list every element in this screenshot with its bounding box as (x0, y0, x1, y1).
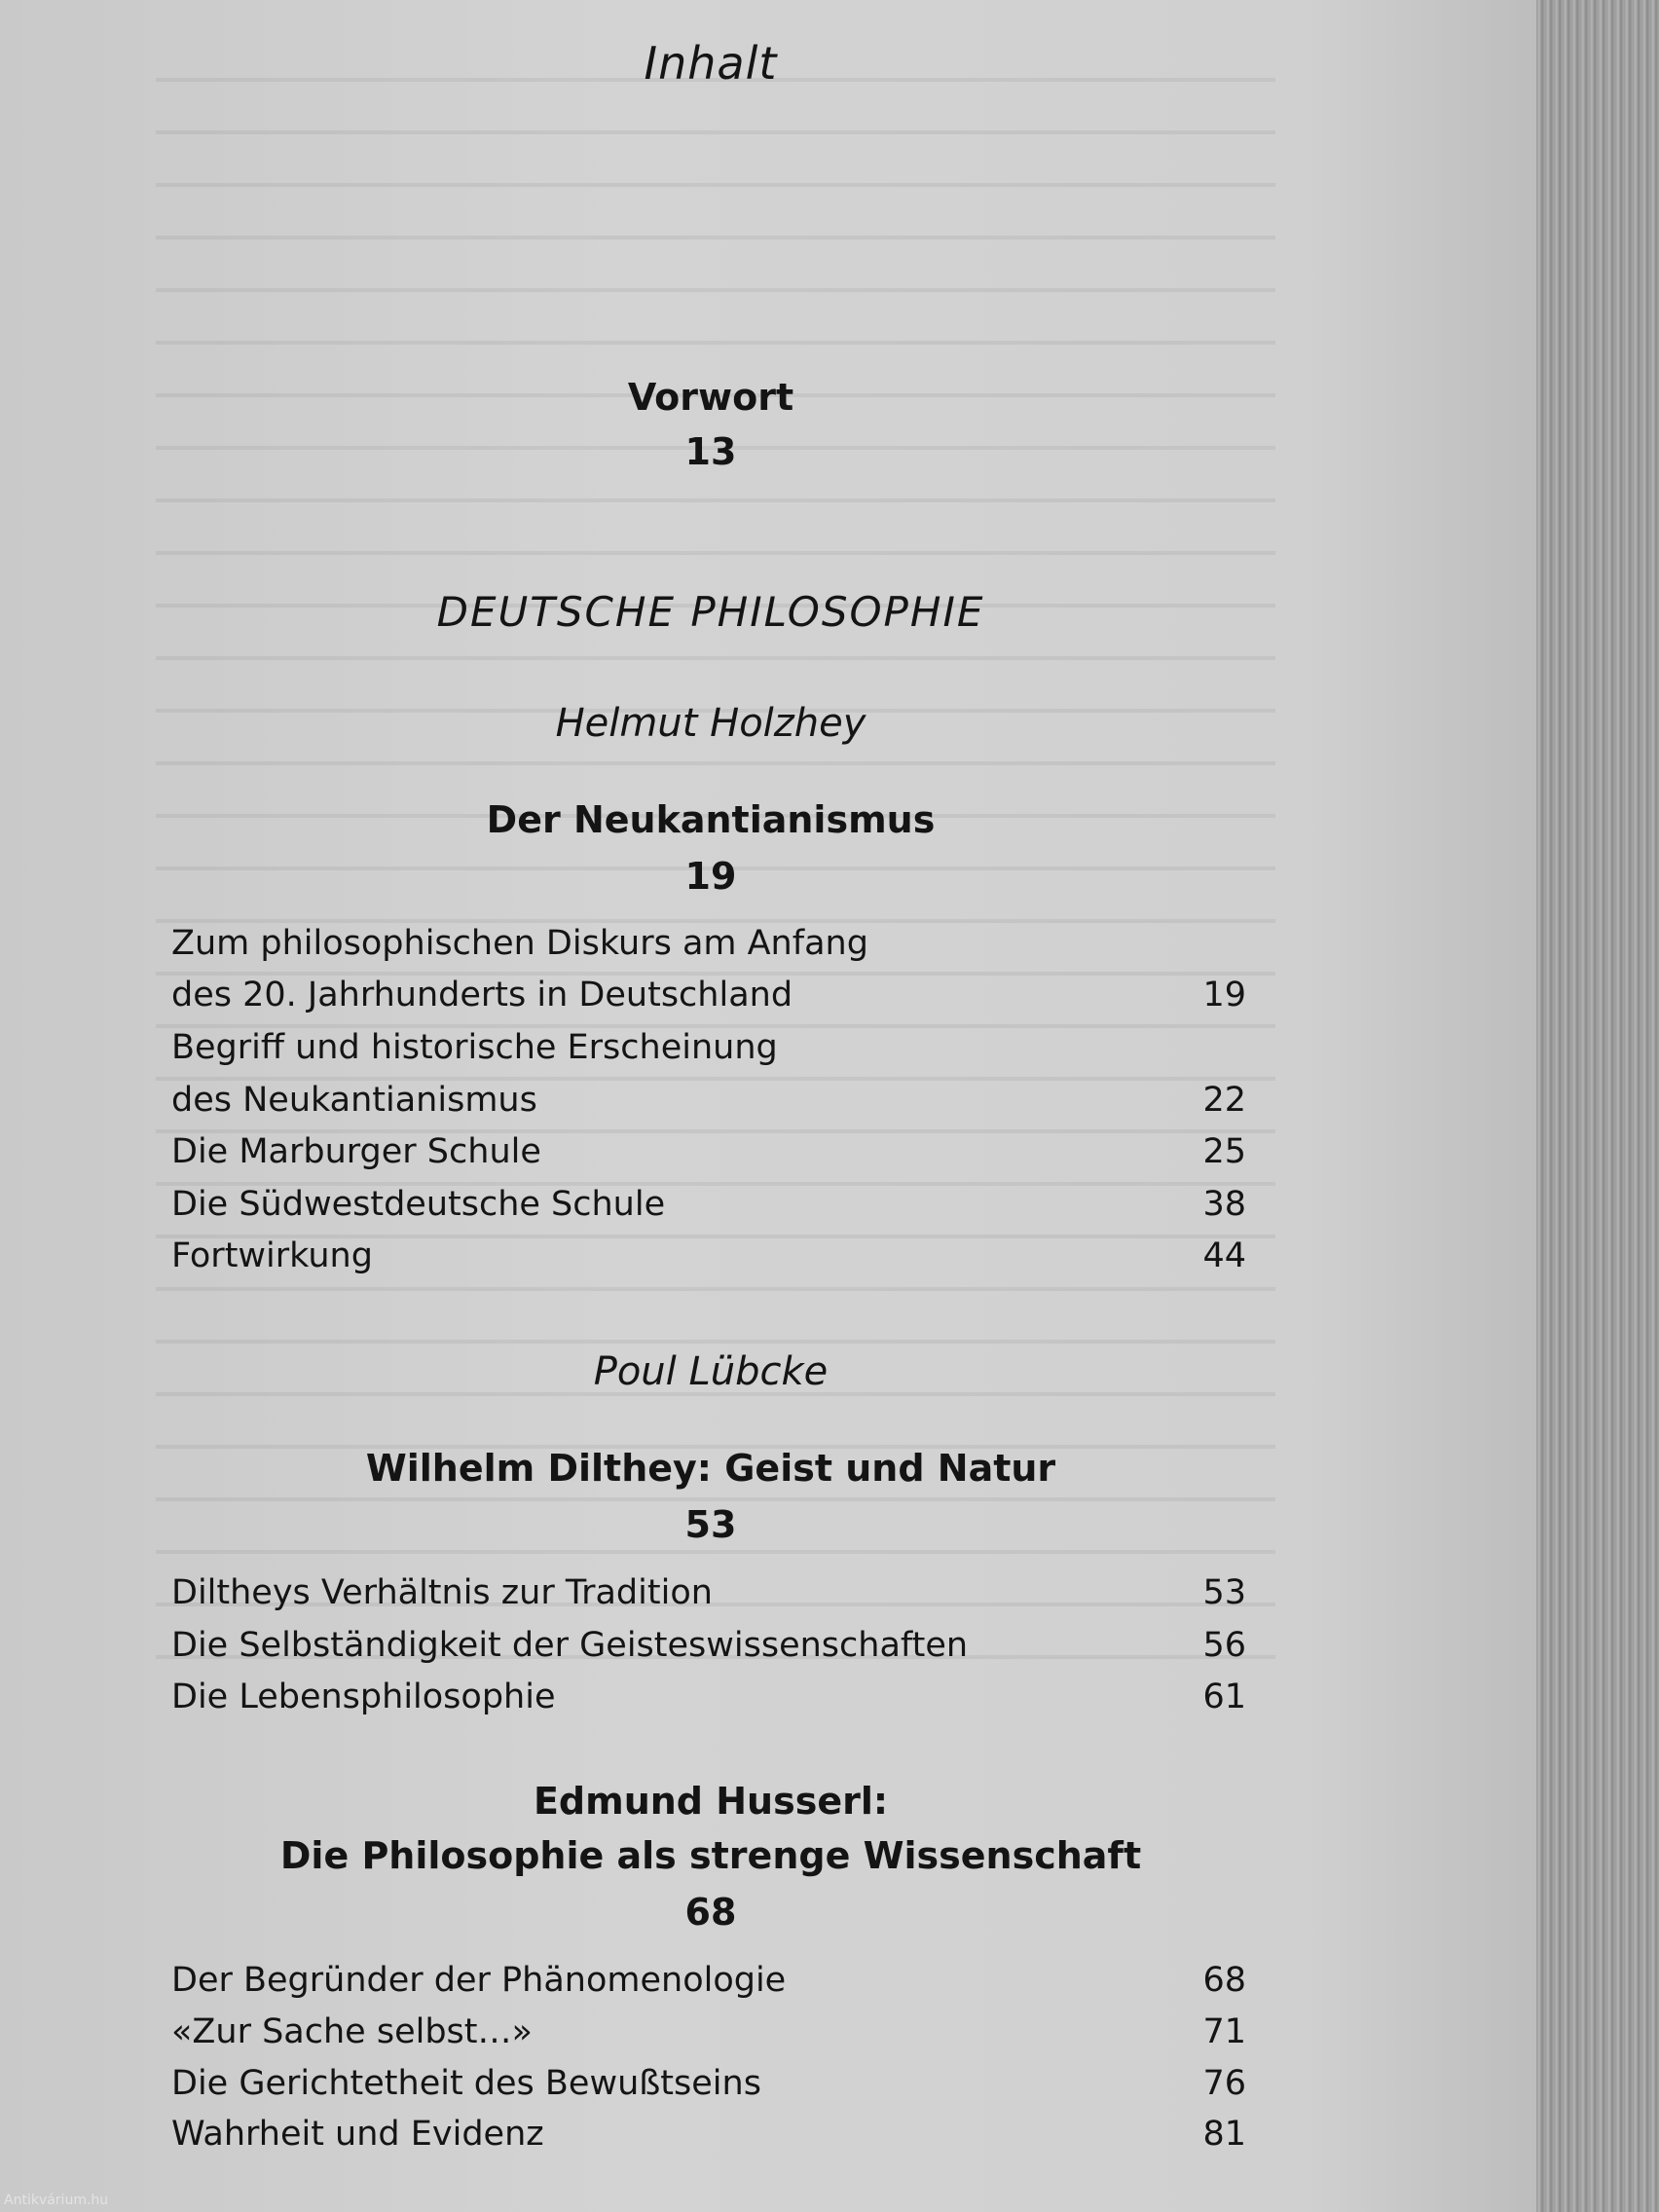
toc-entry-page: 19 (1202, 976, 1246, 1014)
toc-entry-label: Die Selbständigkeit der Geisteswissenschaften (171, 1626, 969, 1665)
toc-entry[interactable] (171, 1620, 1246, 1671)
toc-entry-label: des Neukantianismus (171, 1081, 537, 1120)
chapter-page: 68 (684, 1891, 737, 1934)
toc-entry-page: 44 (1202, 1236, 1246, 1275)
chapter-page: 19 (684, 855, 737, 898)
toc-entry[interactable] (171, 1567, 1246, 1618)
toc-entry[interactable] (171, 2058, 1246, 2109)
vorwort-title: Vorwort (627, 376, 794, 419)
toc-entry-page: 68 (1202, 1961, 1246, 2000)
toc-entry-page: 25 (1202, 1132, 1246, 1171)
toc-entry-label: Wahrheit und Evidenz (171, 2115, 544, 2154)
vorwort-page: 13 (684, 430, 737, 473)
toc-entry-page: 81 (1202, 2115, 1246, 2154)
toc-entry-label: Die Marburger Schule (171, 1132, 541, 1171)
toc-entry[interactable] (171, 1022, 1246, 1073)
toc-entry-page: 38 (1202, 1185, 1246, 1224)
toc-entry[interactable] (171, 2109, 1246, 2159)
toc-entry-label: Fortwirkung (171, 1236, 373, 1275)
toc-entry[interactable] (171, 1126, 1246, 1177)
chapter-title: Edmund Husserl: (533, 1780, 889, 1823)
toc-entry-label: Der Begründer der Phänomenologie (171, 1961, 787, 2000)
toc-entry-label: «Zur Sache selbst…» (171, 2012, 533, 2051)
toc-entry-page: 53 (1202, 1573, 1246, 1612)
toc-entry-label: Diltheys Verhältnis zur Tradition (171, 1573, 713, 1612)
toc-entry[interactable] (171, 1231, 1246, 1281)
toc-entry-page: 22 (1202, 1081, 1246, 1120)
toc-entry[interactable] (171, 970, 1246, 1020)
toc-entry-page: 76 (1202, 2064, 1246, 2103)
toc-entry[interactable] (171, 1179, 1246, 1230)
toc-entry-label: Die Lebensphilosophie (171, 1677, 556, 1716)
chapter-page: 53 (684, 1503, 737, 1546)
chapter-title: Wilhelm Dilthey: Geist und Natur (365, 1447, 1056, 1490)
chapter-title: Der Neukantianismus (486, 798, 936, 841)
toc-entry-page: 71 (1202, 2012, 1246, 2051)
page-stack-edge (1536, 0, 1659, 2212)
toc-entry-label: Die Südwestdeutsche Schule (171, 1185, 666, 1224)
chapter-author: Poul Lübcke (593, 1349, 829, 1394)
toc-entry-label: Zum philosophischen Diskurs am Anfang (171, 924, 868, 963)
toc-entry[interactable] (171, 1672, 1246, 1722)
section-heading: DEUTSCHE PHILOSOPHIE (436, 588, 985, 636)
toc-entry[interactable] (171, 1955, 1246, 2006)
toc-entry-page: 56 (1202, 1626, 1246, 1665)
toc-entry-page: 61 (1202, 1677, 1246, 1716)
page-title: Inhalt (644, 37, 778, 90)
chapter-title: Die Philosophie als strenge Wissenschaft (279, 1834, 1142, 1877)
toc-entry-label: Begriff und historische Erscheinung (171, 1028, 778, 1067)
toc-entry[interactable] (171, 1075, 1246, 1125)
toc-entry[interactable] (171, 918, 1246, 969)
toc-entry-label: Die Gerichtetheit des Bewußtseins (171, 2064, 761, 2103)
watermark: Antikvárium.hu (4, 2193, 109, 2208)
chapter-author: Helmut Holzhey (555, 701, 866, 746)
toc-entry[interactable] (171, 2007, 1246, 2057)
toc-entry-label: des 20. Jahrhunderts in Deutschland (171, 976, 793, 1014)
